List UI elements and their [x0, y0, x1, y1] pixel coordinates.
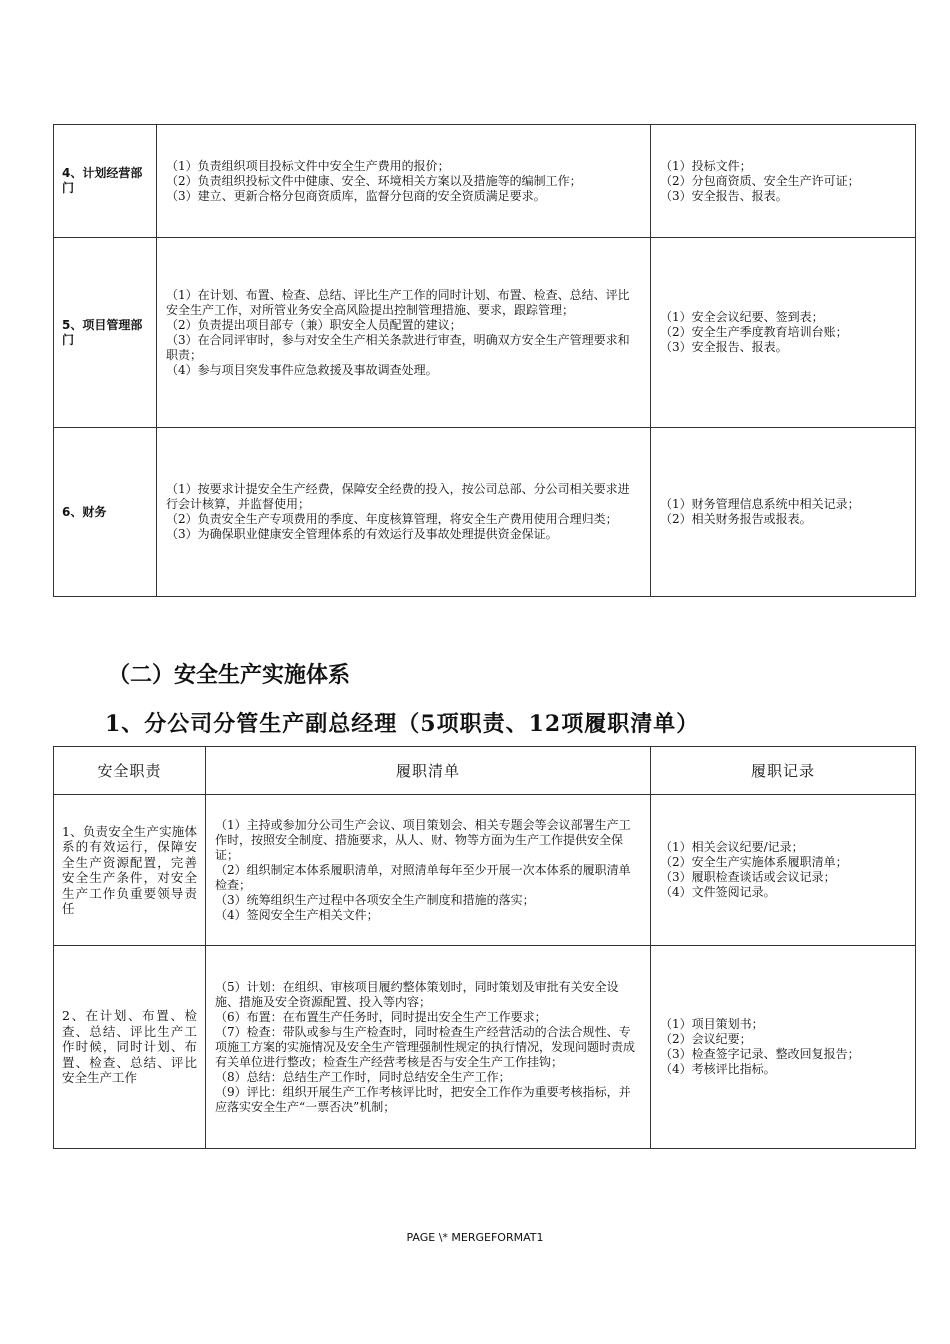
record-item: （3）检查签字记录、整改回复报告； [660, 1047, 860, 1061]
record-item: （2）相关财务报告或报表。 [660, 512, 812, 526]
record-item: （3）安全报告、报表。 [660, 340, 788, 354]
duty-item: （3）为确保职业健康安全管理体系的有效运行及事故处理提供资金保证。 [166, 527, 558, 541]
table-row [54, 946, 916, 1149]
duty-item: （5）计划：在组织、审核项目履约整体策划时，同时策划及审批有关安全设施、措施及安全资源配置、投入等内容； [215, 979, 619, 1009]
duty-item: （2）负责组织投标文件中健康、安全、环境相关方案以及措施等的编制工作； [166, 173, 582, 188]
record-cell [651, 238, 916, 428]
record-item: （2）会议纪要； [660, 1032, 752, 1046]
table-header-row [54, 747, 916, 795]
duty-item: （3）统筹组织生产过程中各项安全生产制度和措施的落实； [215, 892, 535, 907]
duty-item: （2）负责安全生产专项费用的季度、年度核算管理，将安全生产费用使用合理归类； [166, 512, 618, 526]
record-item: （2）安全生产季度教育培训台账； [660, 325, 848, 339]
record-item: （4）文件签阅记录。 [660, 885, 776, 899]
table-row [54, 795, 916, 946]
record-item: （1）安全会议纪要、签到表； [660, 310, 824, 324]
duty-list-cell [206, 795, 651, 946]
record-item: （2）安全生产实施体系履职清单； [660, 855, 848, 869]
record-item: （1）项目策划书； [660, 1017, 764, 1031]
table-row [54, 428, 916, 597]
dept-cell: 6、财务 [54, 428, 157, 597]
table-row [54, 238, 916, 428]
responsibility-cell: 1、负责安全生产实施体系的有效运行，保障安全生产资源配置，完善安全生产条件，对安全生产工作负重要领导责任 [54, 795, 206, 946]
record-cell [651, 946, 916, 1149]
duty-list-cell [157, 238, 651, 428]
duty-item: （4）签阅安全生产相关文件； [215, 907, 379, 922]
record-item: （1）相关会议纪要/记录； [660, 840, 804, 854]
duty-item: （6）布置：在布置生产任务时，同时提出安全生产工作要求； [215, 1009, 547, 1024]
department-duties-table [53, 124, 916, 597]
duty-list-cell [157, 125, 651, 238]
dept-cell: 4、计划经营部门 [54, 125, 157, 238]
duty-item: （7）检查：带队或参与生产检查时，同时检查生产经营活动的合法合规性、专项施工方案的实施情况及安全生产管理强制性规定的执行情况，发现问题时责成有关单位进行整改；检查生产经营考核是否与安全生产工作挂钩； [215, 1024, 636, 1069]
record-cell [651, 795, 916, 946]
record-item: （4）考核评比指标。 [660, 1062, 776, 1076]
header-records: 履职记录 [651, 747, 916, 795]
duty-item: （3）建立、更新合格分包商资质库，监督分包商的安全资质满足要求。 [166, 188, 546, 203]
table-row [54, 125, 916, 238]
duty-list-cell [206, 946, 651, 1149]
record-item: （3）履职检查谈话或会议记录； [660, 870, 836, 884]
record-item: （1）财务管理信息系统中相关记录； [660, 497, 860, 511]
record-cell [651, 428, 916, 597]
duty-list-cell [157, 428, 651, 597]
header-duty-list: 履职清单 [206, 747, 651, 795]
duty-item: （1）按要求计提安全生产经费，保障安全经费的投入，按公司总部、分公司相关要求进行会计核算，并监督使用； [166, 482, 630, 511]
record-item: （1）投标文件； [660, 158, 752, 173]
duty-item: （1）主持或参加分公司生产会议、项目策划会、相关专题会等会议部署生产工作时，按照安全制度、措施要求，从人、财、物等方面为生产工作提供安全保证； [215, 817, 631, 862]
record-item: （2）分包商资质、安全生产许可证； [660, 173, 860, 188]
duty-item: （2）负责提出项目部专（兼）职安全人员配置的建议； [166, 317, 462, 332]
header-responsibility: 安全职责 [54, 747, 206, 795]
page-footer: PAGE \* MERGEFORMAT1 [406, 1231, 544, 1244]
dept-cell: 5、项目管理部门 [54, 238, 157, 428]
duty-item: （1）在计划、布置、检查、总结、评比生产工作的同时计划、布置、检查、总结、评比安全生产工作，对所管业务安全高风险提出控制管理措施、要求，跟踪管理； [166, 287, 630, 317]
record-item: （3）安全报告、报表。 [660, 188, 788, 203]
sub-title: 1、分公司分管生产副总经理（5项职责、12项履职清单） [105, 711, 700, 737]
duty-item: （3）在合同评审时，参与对安全生产相关条款进行审查，明确双方安全生产管理要求和职责； [166, 332, 630, 362]
duty-item: （9）评比：组织开展生产工作考核评比时，把安全工作作为重要考核指标，并应落实安全生产“一票否决”机制； [215, 1084, 631, 1114]
duty-item: （8）总结：总结生产工作时，同时总结安全生产工作； [215, 1069, 511, 1084]
section-title: （二）安全生产实施体系 [108, 663, 351, 688]
record-cell [651, 125, 916, 238]
vice-manager-duties-table [53, 746, 916, 1149]
responsibility-cell: 2、在计划、布置、检查、总结、评比生产工作时候，同时计划、布置、检查、总结、评比安全生产工作 [54, 946, 206, 1149]
duty-item: （4）参与项目突发事件应急救援及事故调查处理。 [166, 362, 438, 377]
duty-item: （2）组织制定本体系履职清单，对照清单每年至少开展一次本体系的履职清单检查； [215, 862, 631, 892]
duty-item: （1）负责组织项目投标文件中安全生产费用的报价； [166, 158, 450, 173]
